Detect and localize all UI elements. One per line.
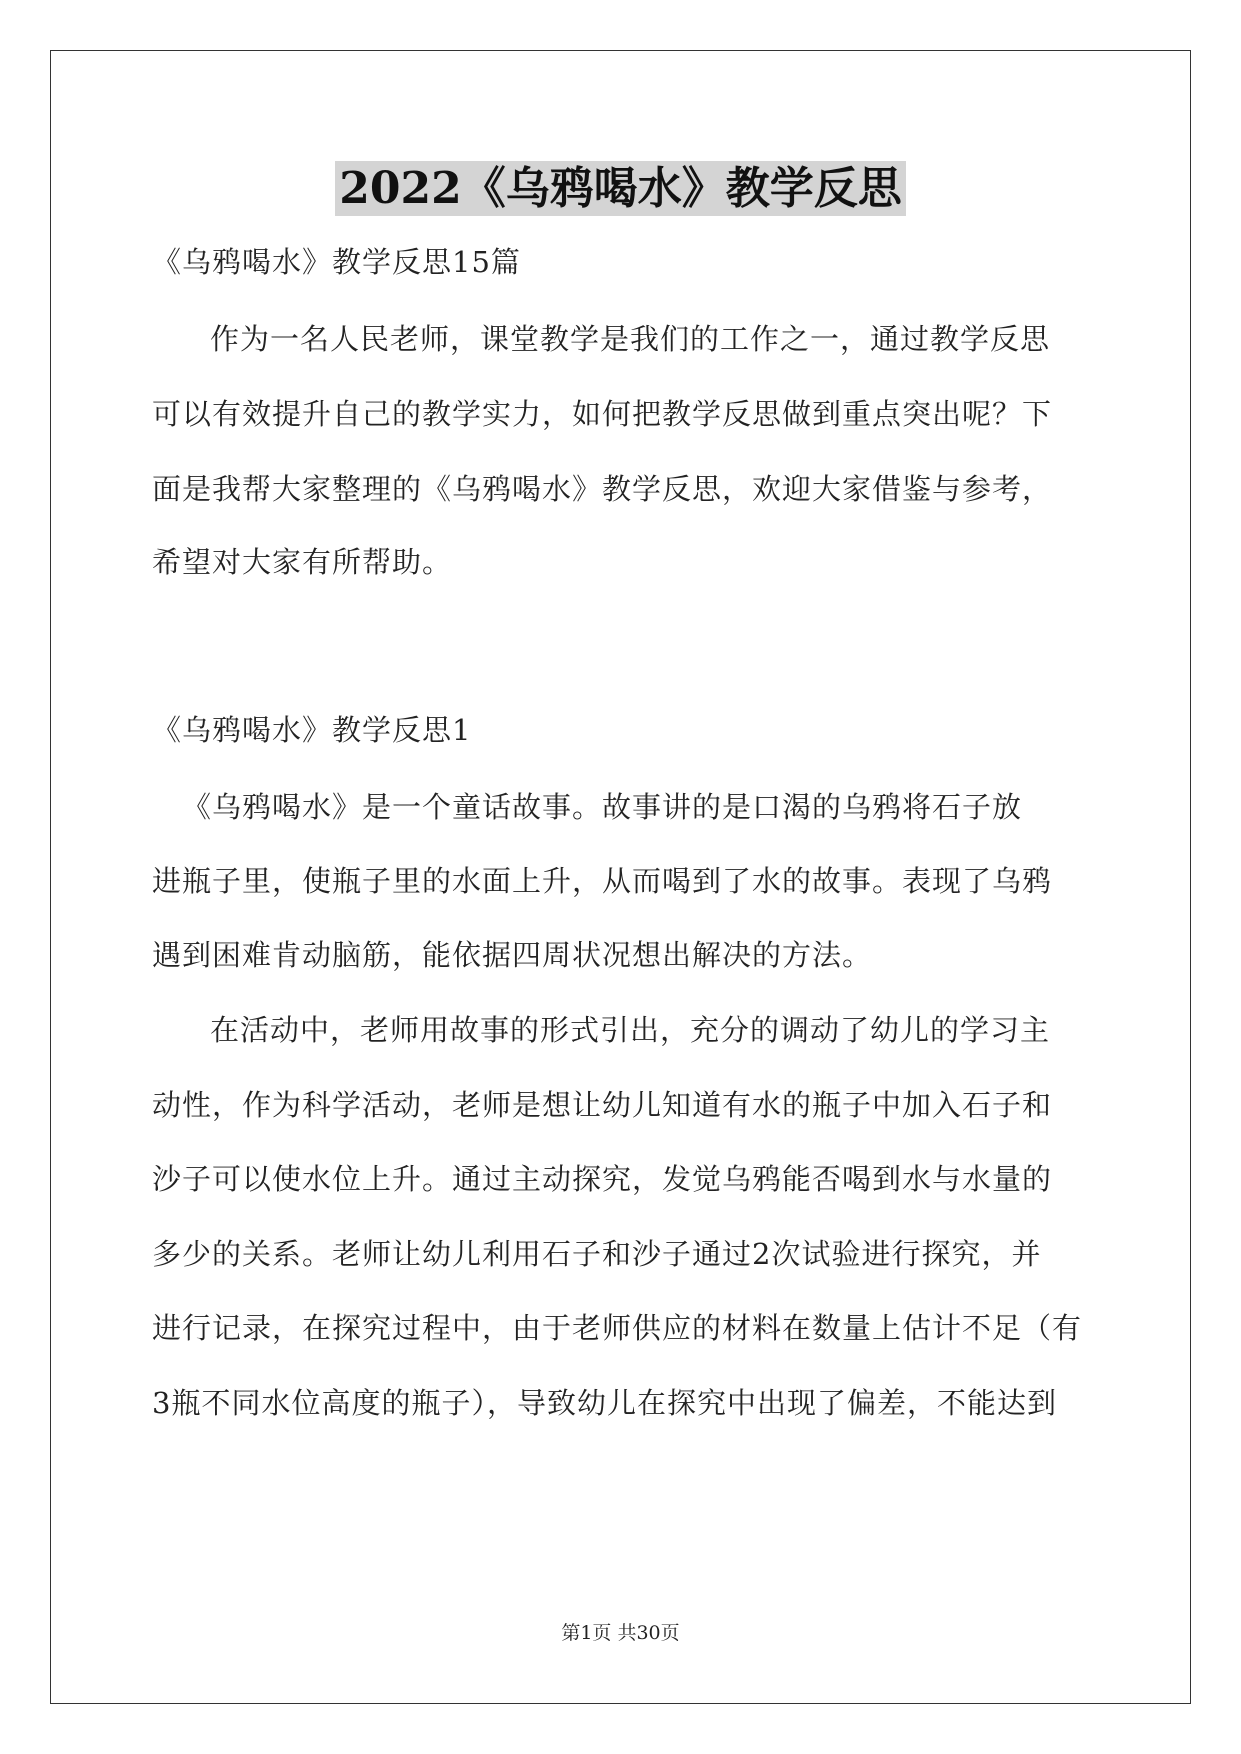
para2-line-3: 沙子可以使水位上升。通过主动探究，发觉乌鸦能否喝到水与水量的 bbox=[152, 1162, 1053, 1196]
subtitle: 《乌鸦喝水》教学反思15篇 bbox=[152, 245, 521, 279]
para2-line-6: 3瓶不同水位高度的瓶子），导致幼儿在探究中出现了偏差，不能达到 bbox=[152, 1386, 1057, 1420]
document-title-wrap bbox=[0, 152, 1241, 216]
intro-line-1: 作为一名人民老师，课堂教学是我们的工作之一，通过教学反思 bbox=[210, 322, 1051, 356]
intro-line-2: 可以有效提升自己的教学实力，如何把教学反思做到重点突出呢？下 bbox=[152, 397, 1053, 431]
section-heading: 《乌鸦喝水》教学反思1 bbox=[152, 713, 472, 747]
intro-line-4: 希望对大家有所帮助。 bbox=[152, 545, 453, 579]
para1-line-2: 进瓶子里，使瓶子里的水面上升，从而喝到了水的故事。表现了乌鸦 bbox=[152, 864, 1053, 898]
para2-line-1: 在活动中，老师用故事的形式引出，充分的调动了幼儿的学习主 bbox=[210, 1013, 1051, 1047]
para1-line-3: 遇到困难肯动脑筋，能依据四周状况想出解决的方法。 bbox=[152, 938, 873, 972]
para2-line-5: 进行记录，在探究过程中，由于老师供应的材料在数量上估计不足（有 bbox=[152, 1311, 1083, 1345]
intro-line-3: 面是我帮大家整理的《乌鸦喝水》教学反思，欢迎大家借鉴与参考， bbox=[152, 472, 1053, 506]
para1-line-1: 《乌鸦喝水》是一个童话故事。故事讲的是口渴的乌鸦将石子放 bbox=[182, 790, 1023, 824]
para2-line-4: 多少的关系。老师让幼儿利用石子和沙子通过2次试验进行探究，并 bbox=[152, 1237, 1042, 1271]
document-title: 2022《乌鸦喝水》教学反思 bbox=[335, 161, 905, 216]
para2-line-2: 动性，作为科学活动，老师是想让幼儿知道有水的瓶子中加入石子和 bbox=[152, 1088, 1053, 1122]
page-footer: 第1页 共30页 bbox=[561, 1622, 680, 1644]
